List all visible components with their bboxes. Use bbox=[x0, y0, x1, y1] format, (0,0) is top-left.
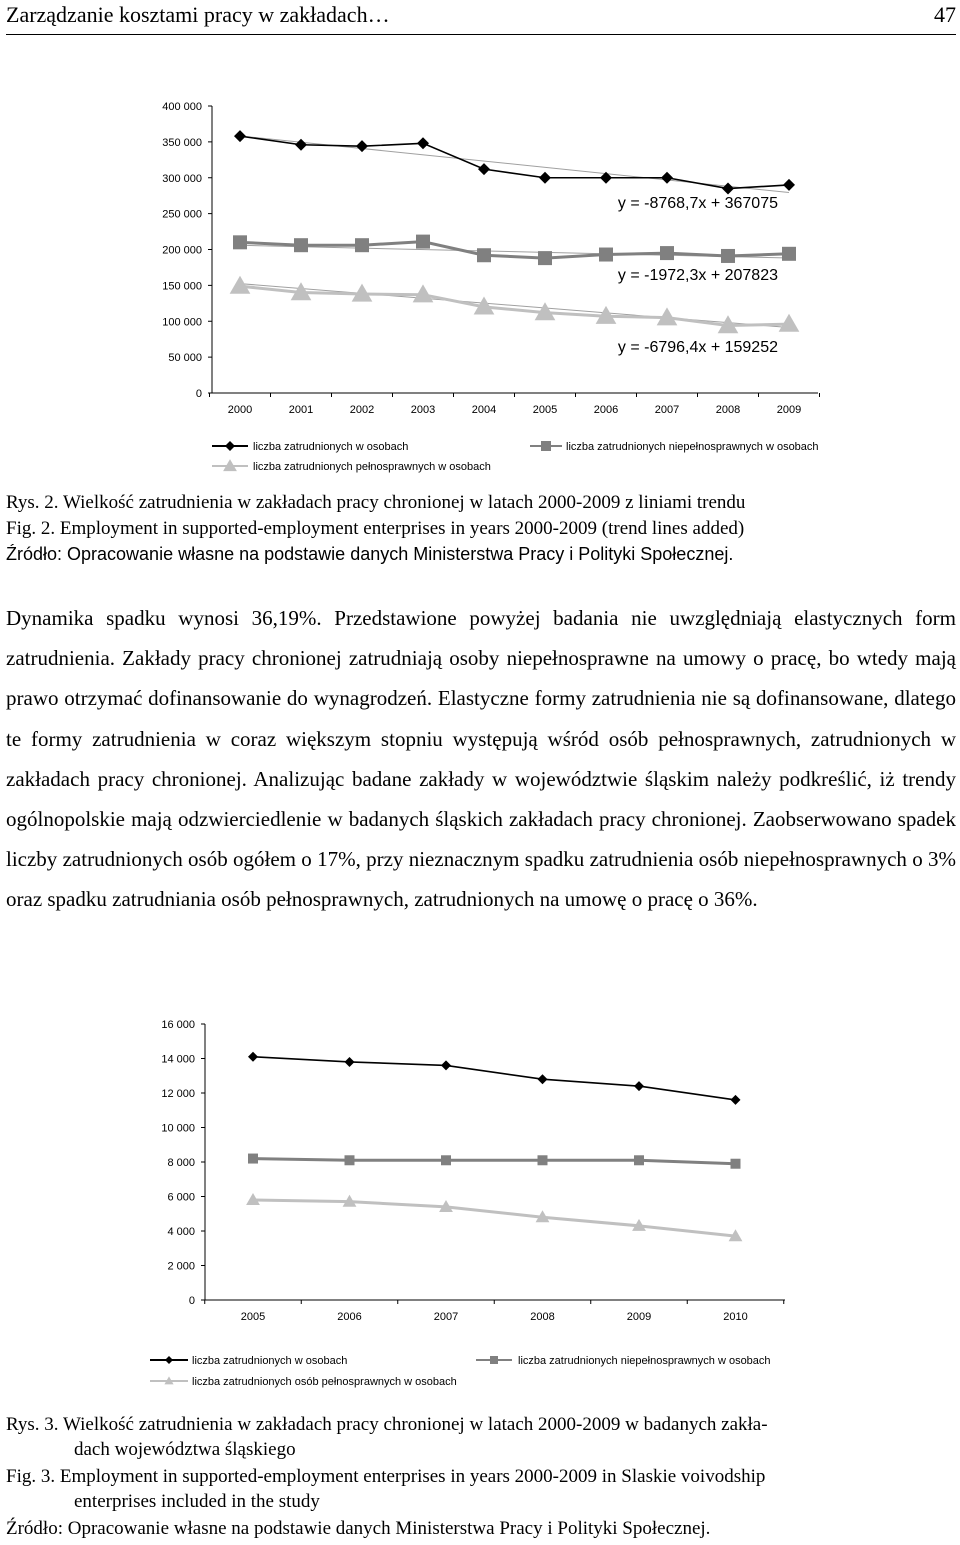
y-tick-label: 10 000 bbox=[161, 1122, 195, 1135]
page-header bbox=[6, 0, 956, 35]
series-line bbox=[253, 1057, 736, 1100]
y-tick-label: 6 000 bbox=[167, 1191, 195, 1204]
legend-label: liczba zatrudnionych niepełnosprawnych w osobach bbox=[566, 441, 819, 453]
x-tick-label: 2003 bbox=[410, 404, 436, 416]
data-point bbox=[782, 247, 796, 261]
trend-equation-label: y = -1972,3x + 207823 bbox=[617, 267, 778, 284]
y-tick-label: 16 000 bbox=[161, 1019, 195, 1031]
data-point bbox=[294, 238, 308, 252]
data-point bbox=[538, 1074, 548, 1084]
data-point bbox=[634, 1081, 644, 1091]
series-line bbox=[240, 242, 789, 259]
chart2-series bbox=[246, 1052, 742, 1242]
data-point bbox=[477, 248, 491, 262]
chart2-y-ticks bbox=[161, 1019, 205, 1307]
x-tick-label: 2007 bbox=[654, 404, 680, 416]
chart1-trend-lines bbox=[240, 136, 789, 328]
data-point bbox=[234, 130, 246, 142]
y-tick-label: 14 000 bbox=[161, 1053, 195, 1066]
legend-label: liczba zatrudnionych osób pełnosprawnych w osobach bbox=[192, 1376, 457, 1388]
trend-equation-label: y = -6796,4x + 159252 bbox=[617, 339, 778, 356]
x-tick-label: 2007 bbox=[433, 1311, 459, 1323]
data-point bbox=[233, 235, 247, 249]
y-tick-label: 4 000 bbox=[167, 1226, 195, 1238]
chart1-trend-equations bbox=[618, 195, 778, 356]
x-tick-label: 2002 bbox=[349, 404, 375, 416]
x-tick-label: 2009 bbox=[626, 1311, 652, 1323]
data-point bbox=[355, 238, 369, 252]
data-point bbox=[478, 163, 490, 175]
y-tick-label: 50 000 bbox=[168, 352, 202, 365]
legend-marker bbox=[541, 441, 551, 451]
x-tick-label: 2010 bbox=[723, 1311, 748, 1323]
trend-equation-label: y = -8768,7x + 367075 bbox=[617, 195, 778, 212]
y-tick-label: 2 000 bbox=[167, 1260, 195, 1273]
data-point bbox=[538, 251, 552, 265]
legend-label: liczba zatrudnionych niepełnosprawnych w osobach bbox=[518, 1355, 771, 1367]
series-line bbox=[253, 1200, 736, 1236]
figure2-source: Źródło: Opracowanie własne na podstawie danych Ministerstwa Pracy i Polityki Społecznej. bbox=[6, 544, 734, 564]
legend-marker bbox=[165, 1356, 173, 1364]
chart2-x-ticks bbox=[205, 1300, 784, 1323]
figure3-source: Źródło: Opracowanie własne na podstawie danych Ministerstwa Pracy i Polityki Społecznej. bbox=[6, 1518, 711, 1539]
y-tick-label: 100 000 bbox=[162, 316, 202, 329]
chart1-series bbox=[230, 130, 800, 333]
legend-label: liczba zatrudnionych w osobach bbox=[253, 441, 409, 453]
x-tick-label: 2006 bbox=[593, 404, 619, 416]
page-number: 47 bbox=[934, 2, 956, 27]
x-tick-label: 2008 bbox=[530, 1311, 555, 1323]
body-paragraph-text: Dynamika spadku wynosi 36,19%. Przedstawione powyżej badania nie uwzględniają elastycznych form zatrudnienia. Zakłady pracy chronionej zatrudniają osoby niepełnosprawne na umowy o pracę, bo wtedy mają prawo otrzymać dofinansowanie do wynagrodzeń. Elastyczne formy zatrudnienia nie są dofinansowane, dlatego te formy zatrudnienia w coraz większym stopniu występują wśród osób pełnosprawnych, zatrudnionych w zakładach pracy chronionej. Analizując badane zakłady w województwie śląskim należy podkreślić, iż trendy ogólnopolskie mają odzwierciedlenie w badanych śląskich zakładach pracy chronionej. Zaobserwowano spadek liczby zatrudnionych osób ogółem o 17%, przy nieznacznym spadku zatrudnienia osób niepełnosprawnych o 3% oraz spadku zatrudniania osób pełnosprawnych, zatrudnionych na umowę o pracę o 36%. bbox=[6, 606, 956, 912]
figure3-caption-en-line2: enterprises included in the study bbox=[74, 1491, 320, 1512]
legend-label: liczba zatrudnionych w osobach bbox=[192, 1355, 348, 1367]
y-tick-label: 350 000 bbox=[162, 136, 202, 149]
figure3-caption-pl bbox=[6, 1412, 956, 1462]
data-point bbox=[783, 179, 795, 191]
data-point bbox=[248, 1154, 258, 1164]
y-tick-label: 400 000 bbox=[162, 101, 202, 113]
chart2-legend bbox=[150, 1355, 771, 1388]
y-tick-label: 150 000 bbox=[162, 280, 202, 293]
data-point bbox=[660, 246, 674, 260]
data-point bbox=[295, 139, 307, 151]
y-tick-label: 300 000 bbox=[162, 172, 202, 185]
figure2-caption-pl: Rys. 2. Wielkość zatrudnienia w zakładach pracy chronionej w latach 2000-2009 z liniami trendu bbox=[6, 492, 746, 513]
y-tick-label: 12 000 bbox=[161, 1088, 195, 1100]
data-point bbox=[417, 137, 429, 149]
legend-label: liczba zatrudnionych pełnosprawnych w osobach bbox=[253, 461, 491, 473]
running-title: Zarządzanie kosztami pracy w zakładach… bbox=[6, 2, 390, 27]
data-point bbox=[416, 235, 430, 249]
data-point bbox=[538, 1155, 548, 1165]
legend-marker bbox=[225, 441, 235, 451]
data-point bbox=[345, 1057, 355, 1067]
chart1-y-ticks bbox=[162, 101, 212, 400]
x-tick-label: 2004 bbox=[471, 404, 497, 416]
series-line bbox=[253, 1159, 736, 1164]
data-point bbox=[731, 1159, 741, 1169]
data-point bbox=[661, 172, 673, 184]
y-tick-label: 0 bbox=[188, 1295, 195, 1307]
employment-chart-2000-2009 bbox=[0, 90, 960, 480]
x-tick-label: 2001 bbox=[288, 404, 314, 416]
data-point bbox=[731, 1095, 741, 1105]
body-paragraph bbox=[6, 598, 956, 920]
data-point bbox=[248, 1052, 258, 1062]
x-tick-label: 2005 bbox=[532, 404, 558, 416]
data-point bbox=[441, 1060, 451, 1070]
figure3-caption-pl-line2: dach województwa śląskiego bbox=[74, 1439, 296, 1460]
x-tick-label: 2005 bbox=[240, 1311, 266, 1323]
data-point bbox=[722, 183, 734, 195]
data-point bbox=[441, 1155, 451, 1165]
data-point bbox=[230, 276, 251, 294]
x-tick-label: 2006 bbox=[337, 1311, 362, 1323]
x-tick-label: 2008 bbox=[715, 404, 741, 416]
y-tick-label: 8 000 bbox=[167, 1157, 195, 1169]
data-point bbox=[539, 172, 551, 184]
data-point bbox=[599, 248, 613, 262]
y-tick-label: 0 bbox=[195, 388, 202, 400]
chart1-x-ticks bbox=[210, 393, 820, 416]
data-point bbox=[779, 314, 800, 332]
y-tick-label: 250 000 bbox=[162, 208, 202, 221]
figure3-caption-pl-line1: Rys. 3. Wielkość zatrudnienia w zakładach pracy chronionej w latach 2000-2009 w badanych zakła- bbox=[6, 1414, 768, 1435]
x-tick-label: 2000 bbox=[227, 404, 253, 416]
employment-chart-slaskie bbox=[0, 1010, 960, 1395]
figure2-caption-en: Fig. 2. Employment in supported-employment enterprises in years 2000-2009 (trend lines added) bbox=[6, 518, 745, 539]
data-point bbox=[345, 1155, 355, 1165]
chart1-legend bbox=[212, 441, 819, 473]
data-point bbox=[356, 140, 368, 152]
figure3-caption-en bbox=[6, 1464, 956, 1514]
x-tick-label: 2009 bbox=[776, 404, 802, 416]
data-point bbox=[634, 1155, 644, 1165]
legend-marker bbox=[490, 1356, 498, 1364]
trend-line bbox=[240, 284, 789, 328]
y-tick-label: 200 000 bbox=[162, 244, 202, 257]
figure3-caption-en-line1: Fig. 3. Employment in supported-employment enterprises in years 2000-2009 in Slaskie voivodship bbox=[6, 1466, 766, 1487]
data-point bbox=[721, 249, 735, 263]
